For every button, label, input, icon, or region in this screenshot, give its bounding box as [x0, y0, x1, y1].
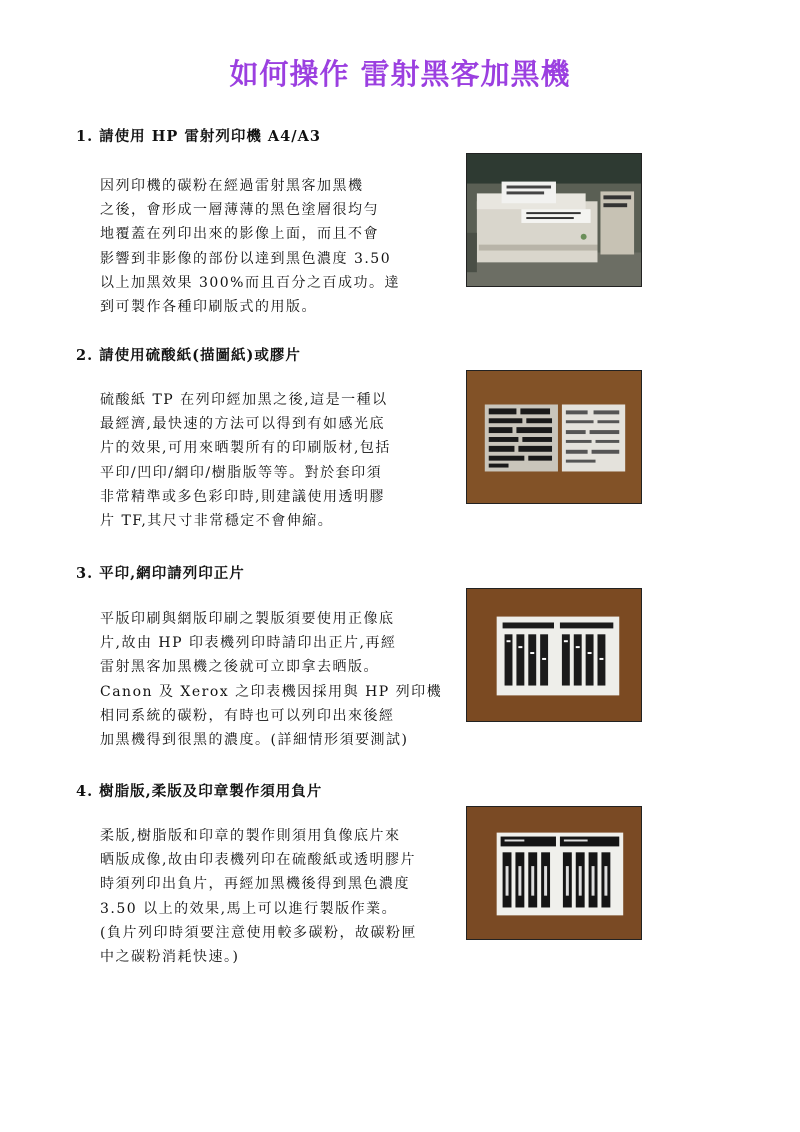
- body-line: 影響到非影像的部份以達到黑色濃度 3.50: [100, 250, 392, 267]
- body-line: (負片列印時須要注意使用較多碳粉，故碳粉匣: [100, 924, 417, 941]
- body-line: 雷射黑客加黑機之後就可立即拿去晒版。: [100, 659, 379, 676]
- body-line: 片,故由 HP 印表機列印時請印出正片,再經: [100, 635, 397, 652]
- body-line: 平印/凹印/網印/樹脂版等等。對於套印須: [100, 464, 383, 481]
- section-2-heading: 2. 請使用硫酸紙(描圖紙)或膠片: [76, 347, 301, 364]
- body-line: 硫酸紙 TP 在列印經加黑之後,這是一種以: [100, 392, 388, 408]
- printer-photo: [466, 153, 642, 287]
- body-line: 地覆蓋在列印出來的影像上面，而且不會: [100, 226, 379, 243]
- body-line: 之後，會形成一層薄薄的黑色塗層很均勻: [100, 202, 379, 219]
- section-4-heading: 4. 樹脂版,柔版及印章製作須用負片: [76, 783, 323, 800]
- body-line: 中之碳粉消耗快速。): [100, 949, 240, 966]
- body-line: 到可製作各種印刷版式的用版。: [100, 299, 317, 316]
- body-line: 以上加黑效果 300%而且百分之百成功。達: [100, 274, 400, 291]
- body-line: 最經濟,最快速的方法可以得到有如感光底: [100, 416, 385, 433]
- body-line: 柔版,樹脂版和印章的製作則須用負像底片來: [100, 828, 401, 844]
- body-line: Canon 及 Xerox 之印表機因採用與 HP 列印機: [100, 683, 443, 700]
- body-line: 時須列印出負片，再經加黑機後得到黑色濃度: [100, 876, 410, 893]
- body-line: 片 TF,其尺寸非常穩定不會伸縮。: [100, 513, 334, 530]
- tracing-paper-photo: [466, 370, 642, 504]
- section-1-heading: 1. 請使用 HP 雷射列印機 A4/A3: [76, 128, 321, 145]
- body-line: 非常精準或多色彩印時,則建議使用透明膠: [100, 488, 385, 505]
- negative-film-photo: [466, 806, 642, 940]
- section-3-heading: 3. 平印,網印請列印正片: [76, 565, 245, 582]
- section-1-body: [100, 174, 450, 319]
- body-line: 加黑機得到很黑的濃度。(詳細情形須要測試): [100, 732, 409, 749]
- page-title: 如何操作 雷射黑客加黑機: [229, 57, 571, 91]
- positive-film-photo: [466, 588, 642, 722]
- body-line: 晒版成像,故由印表機列印在硫酸紙或透明膠片: [100, 852, 416, 869]
- body-line: 相同系統的碳粉，有時也可以列印出來後經: [100, 707, 395, 724]
- section-3-body: [100, 607, 450, 752]
- body-line: 3.50 以上的效果,馬上可以進行製版作業。: [100, 900, 398, 917]
- body-line: 平版印刷與網版印刷之製版須要使用正像底: [100, 611, 395, 627]
- body-line: 因列印機的碳粉在經過雷射黑客加黑機: [100, 178, 364, 194]
- section-2-body: [100, 388, 450, 533]
- section-4-body: [100, 824, 450, 969]
- body-line: 片的效果,可用來晒製所有的印刷版材,包括: [100, 440, 391, 457]
